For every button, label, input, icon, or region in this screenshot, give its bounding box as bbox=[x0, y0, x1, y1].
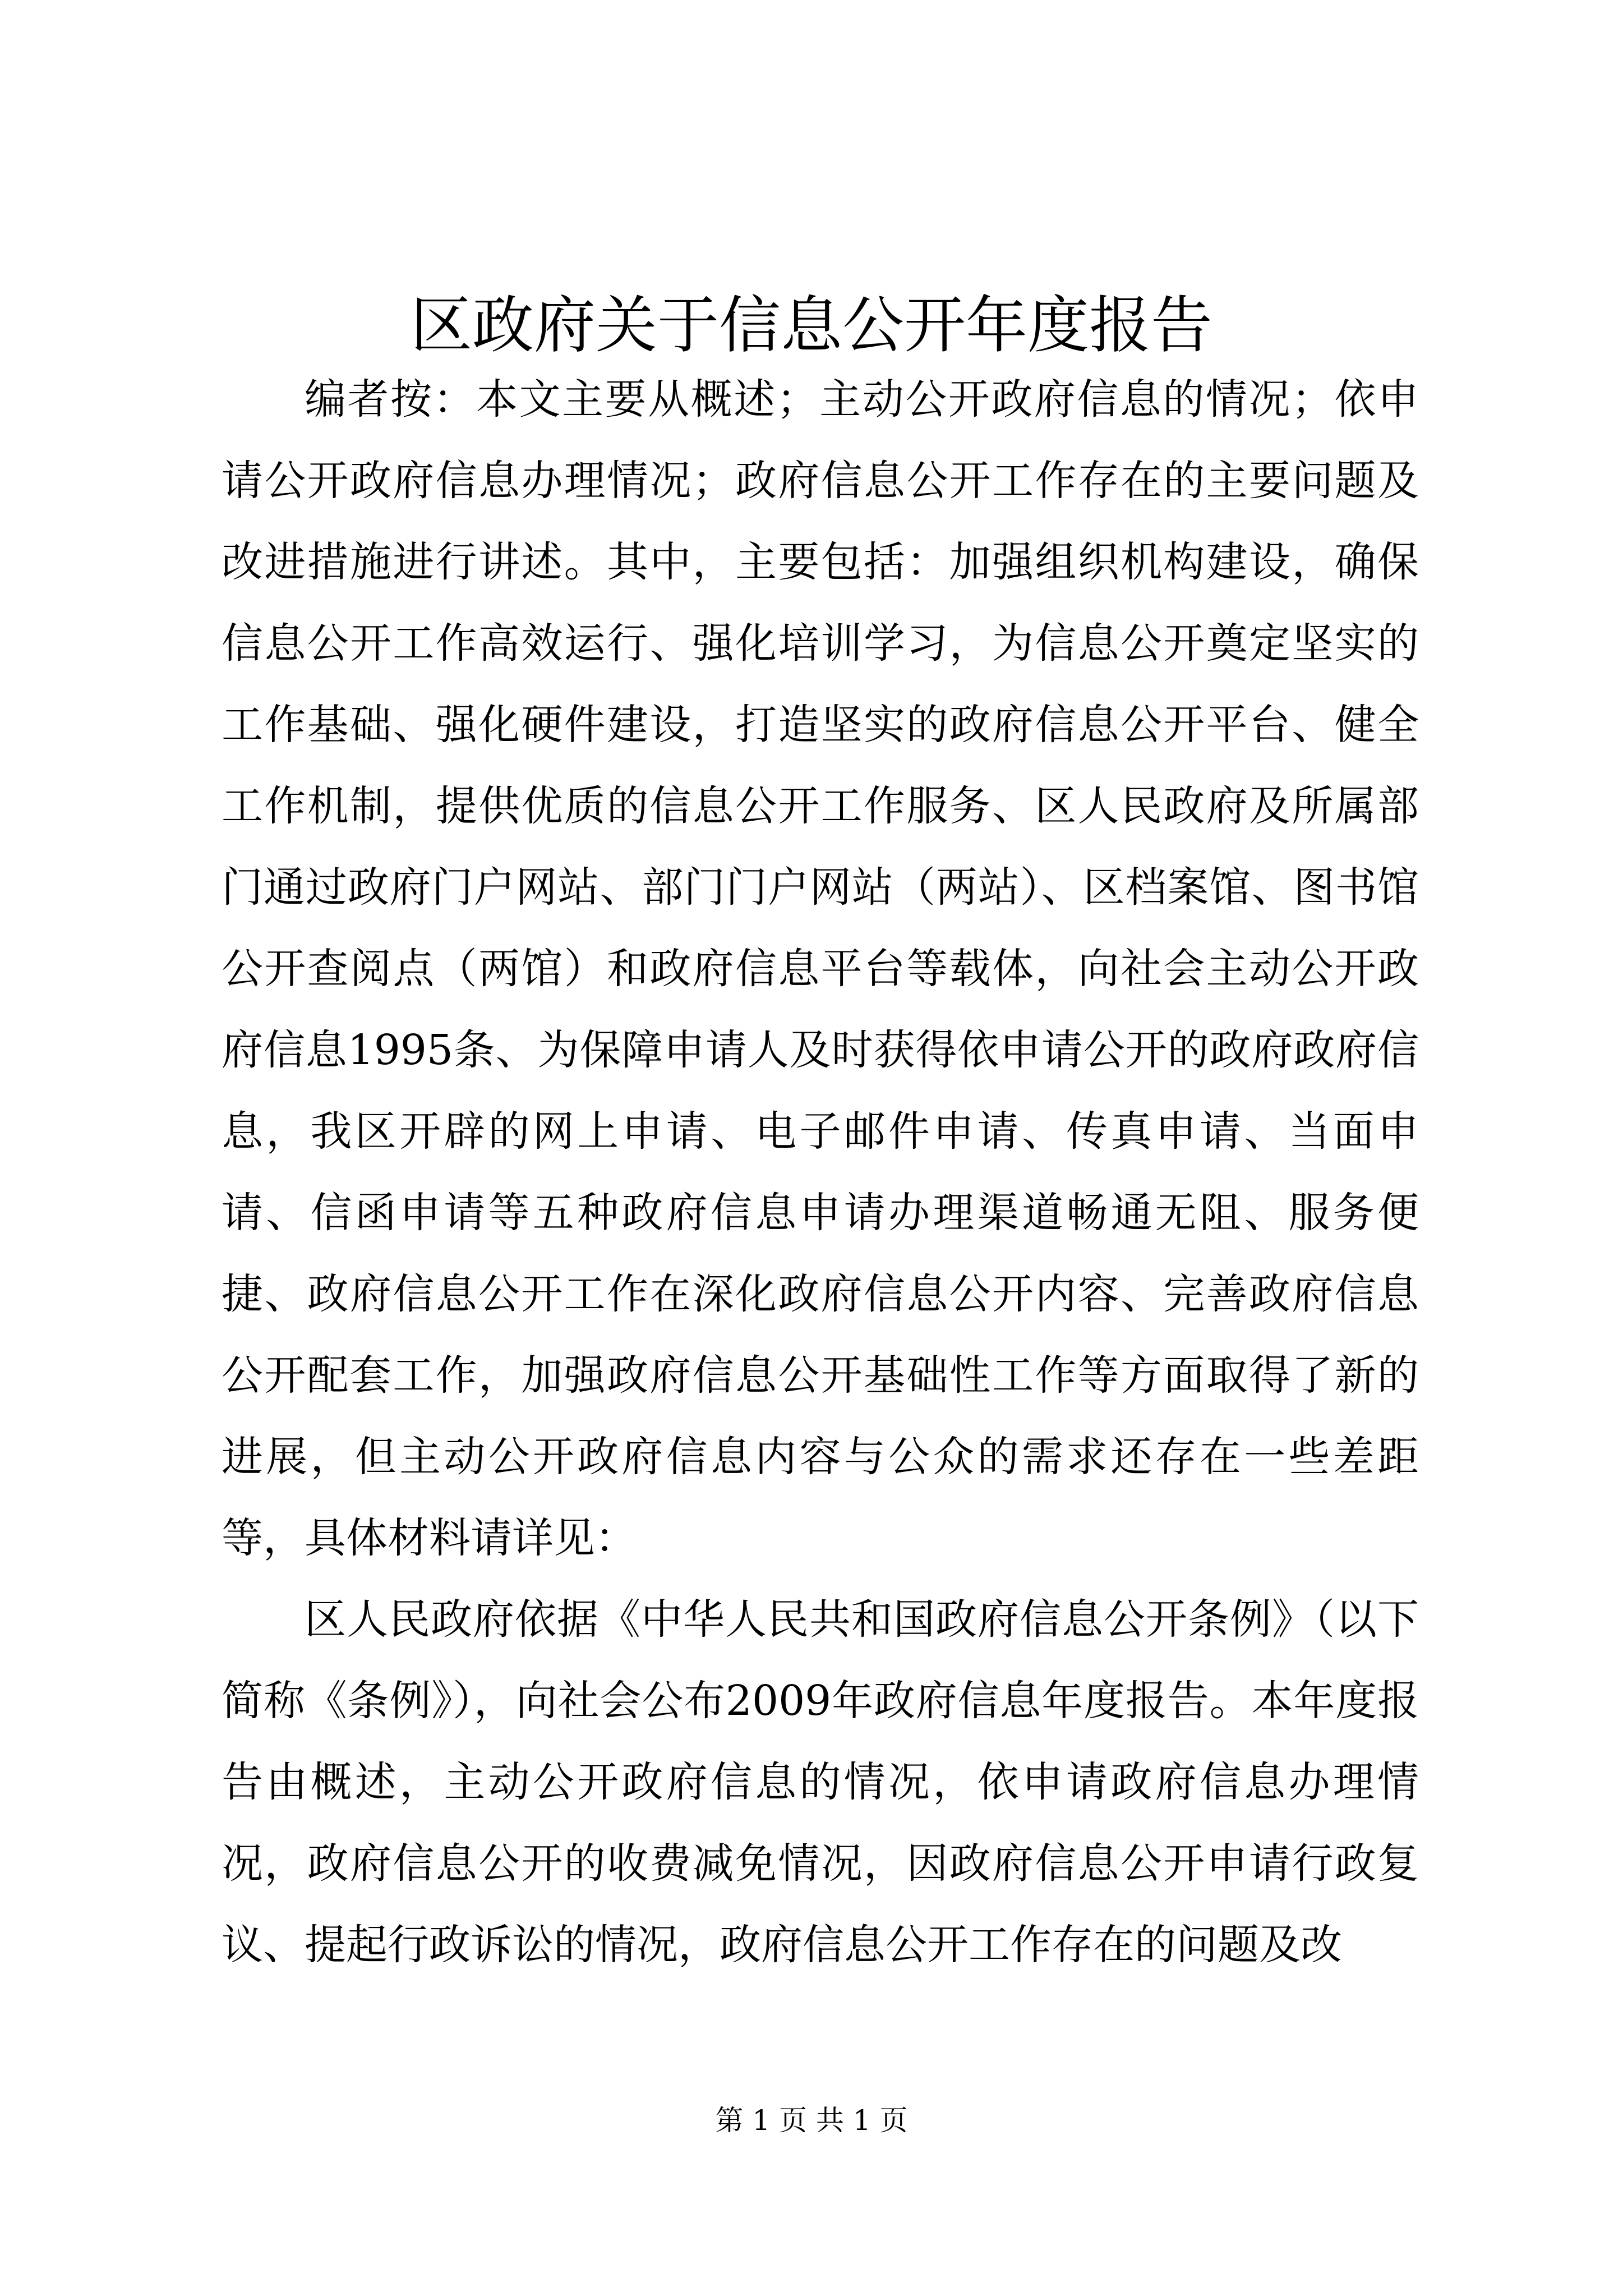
editor-note-paragraph: 编者按：本文主要从概述；主动公开政府信息的情况；依申请公开政府信息办理情况；政府信息公开工作存在的主要问题及改进措施进行讲述。其中，主要包括：加强组织机构建设，确保信息公开工作高效运行、强化培训学习，为信息公开奠定坚实的工作基础、强化硬件建设，打造坚实的政府信息公开平台、健全工作机制，提供优质的信息公开工作服务、区人民政府及所属部门通过政府门户网站、部门门户网站（两站）、区档案馆、图书馆公开查阅点（两馆）和政府信息平台等载体，向社会主动公开政府信息1995条、为保障申请人及时获得依申请公开的政府政府信息，我区开辟的网上申请、电子邮件申请、传真申请、当面申请、信函申请等五种政府信息申请办理渠道畅通无阻、服务便捷、政府信息公开工作在深化政府信息公开内容、完善政府信息公开配套工作，加强政府信息公开基础性工作等方面取得了新的进展，但主动公开政府信息内容与公众的需求还存在一些差距等，具体材料请详见： bbox=[222, 375, 1419, 1562]
document-body bbox=[222, 359, 1419, 1986]
report-intro-paragraph: 区人民政府依据《中华人民共和国政府信息公开条例》（以下简称《条例》），向社会公布2009年政府信息年度报告。本年度报告由概述，主动公开政府信息的情况，依申请政府信息办理情况，政府信息公开的收费减免情况，因政府信息公开申请行政复议、提起行政诉讼的情况，政府信息公开工作存在的问题及改 bbox=[222, 1595, 1419, 1969]
page-footer: 第 1 页 共 1 页 bbox=[715, 2104, 908, 2137]
document-title: 区政府关于信息公开年度报告 bbox=[411, 289, 1212, 361]
